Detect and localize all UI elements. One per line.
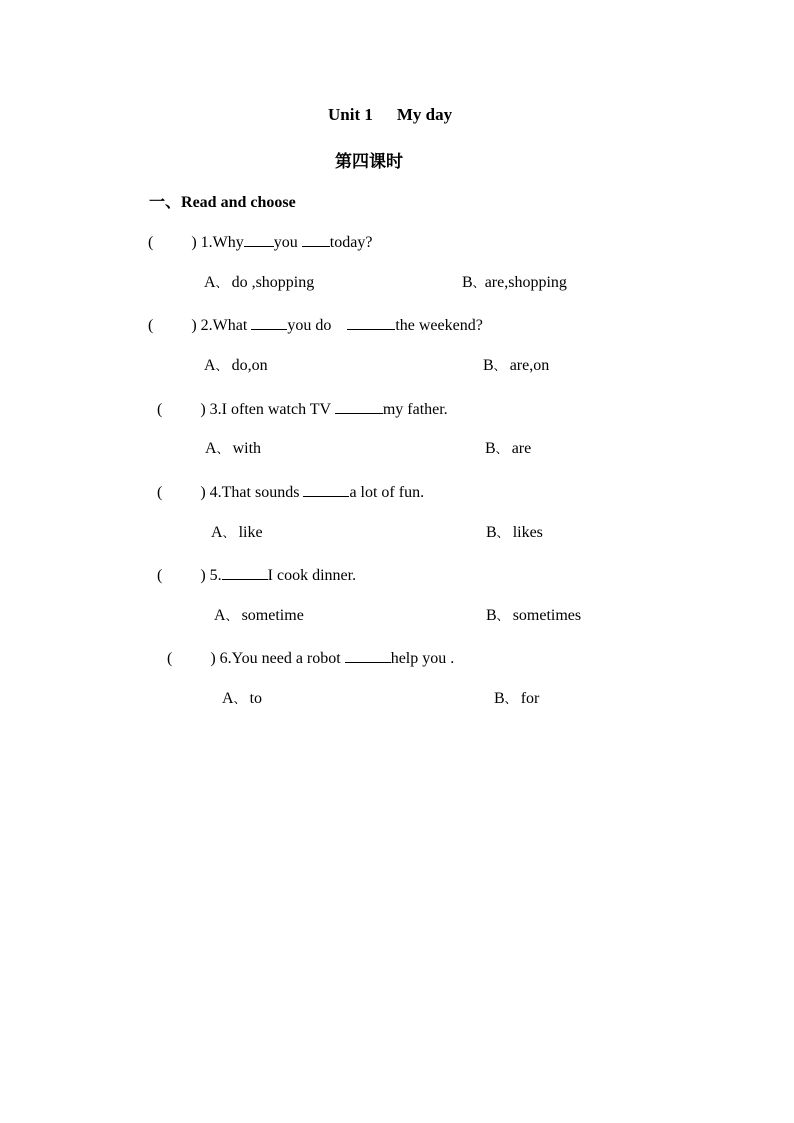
fill-blank[interactable] [303,482,349,497]
option-b[interactable]: B、 are [485,440,532,457]
question-5 [157,565,356,585]
answer-paren-close: ) [191,234,197,251]
section-heading [149,189,296,212]
question-text: help you . [390,650,455,667]
question-text: 6.You need a robot [219,650,341,667]
question-text: the weekend? [395,317,483,334]
fill-blank[interactable] [347,315,395,330]
answer-paren-open: ( [167,650,173,667]
section-title-text: Read and choose [181,194,296,211]
question-text: you [273,234,298,251]
option-b[interactable]: B、 for [494,690,540,707]
section-number: 一、 [149,192,182,211]
question-1 [148,232,372,252]
answer-paren-open: ( [148,234,154,251]
answer-paren-open: ( [157,567,163,584]
option-b[interactable]: B、 sometimes [486,607,582,624]
answer-paren-close: ) [210,650,216,667]
question-2 [148,315,483,335]
answer-paren-open: ( [157,484,163,501]
question-6 [167,648,454,668]
answer-paren-open: ( [157,401,163,418]
question-text: 3.I often watch TV [209,401,331,418]
question-text: 4.That sounds [209,484,300,501]
option-b[interactable]: B、 are,on [483,357,550,374]
question-text: today? [329,234,373,251]
question-text: 5. [209,567,222,584]
unit-title: My day [396,105,453,124]
question-text: a lot of fun. [349,484,425,501]
fill-blank[interactable] [302,232,330,247]
answer-paren-close: ) [200,567,206,584]
option-a[interactable]: A、 to [222,690,263,707]
fill-blank[interactable] [251,315,287,330]
question-text: 1.Why [200,234,244,251]
option-b[interactable]: B、are,shopping [462,274,567,291]
unit-label: Unit 1 [328,105,373,124]
option-a[interactable]: A、 do ,shopping [204,274,315,291]
answer-paren-close: ) [200,484,206,501]
lesson-label: 第四课时 [335,152,403,172]
fill-blank[interactable] [345,648,391,663]
question-text: my father. [382,401,448,418]
answer-paren-open: ( [148,317,154,334]
question-4 [157,482,424,502]
option-a[interactable]: A、 like [211,524,263,541]
fill-blank[interactable] [244,232,274,247]
question-3 [157,399,448,419]
question-text: I cook dinner. [267,567,357,584]
fill-blank[interactable] [222,565,268,580]
fill-blank[interactable] [335,399,383,414]
option-b[interactable]: B、 likes [486,524,543,541]
option-a[interactable]: A、 with [205,440,262,457]
question-text: 2.What [200,317,248,334]
option-a[interactable]: A、 do,on [204,357,268,374]
page-title [328,105,452,125]
option-a[interactable]: A、 sometime [214,607,304,624]
answer-paren-close: ) [191,317,197,334]
question-text: you do [287,317,332,334]
answer-paren-close: ) [200,401,206,418]
